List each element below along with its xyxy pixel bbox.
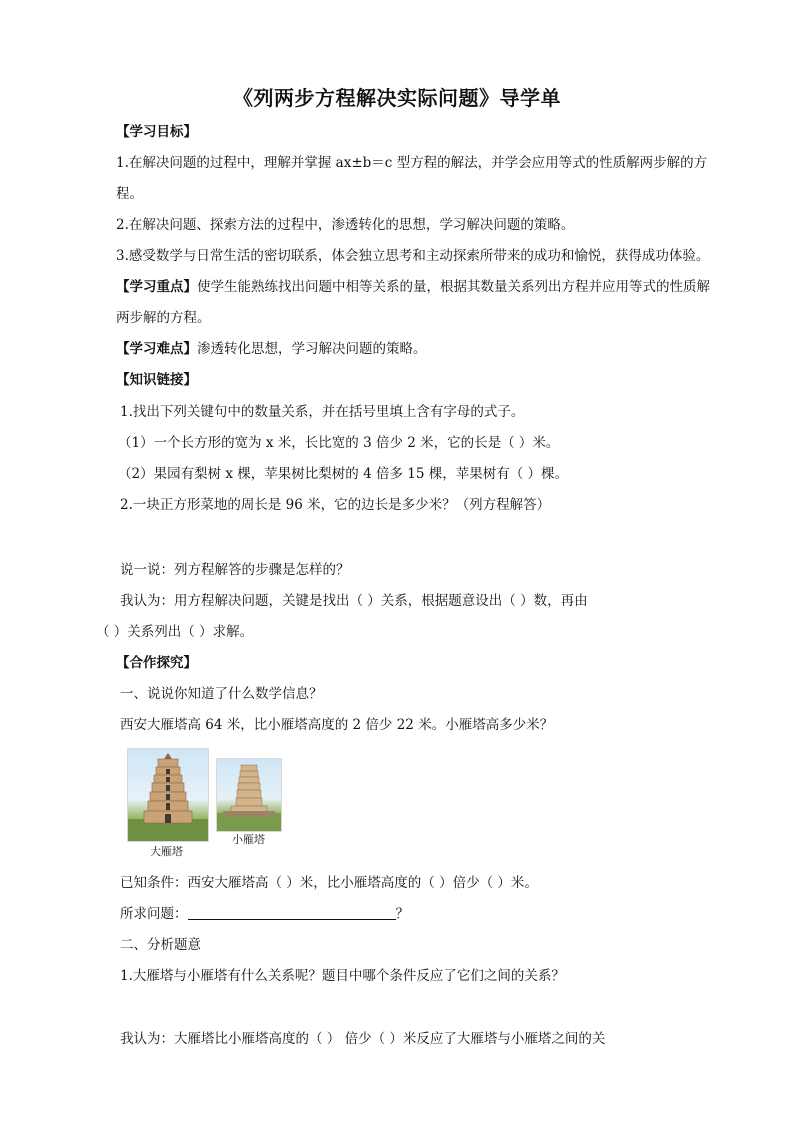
known-conditions: 已知条件：西安大雁塔高（ ）米，比小雁塔高度的（ ）倍少（ ）米。: [120, 875, 538, 891]
goal-1-line-a: 1.在解决问题的过程中，理解并掌握 ax±b＝c 型方程的解法，并学会应用等式的性质解两步解的方: [116, 155, 708, 171]
key-point-line-b: 两步解的方程。: [116, 310, 211, 326]
goal-3: 3.感受数学与日常生活的密切联系，体会独立思考和主动探索所带来的成功和愉悦，获得成功体验。: [116, 248, 710, 264]
talk-prompt: 说一说：列方程解答的步骤是怎样的？: [120, 562, 350, 578]
goal-2: 2.在解决问题、探索方法的过程中，渗透转化的思想，学习解决问题的策略。: [116, 217, 575, 233]
goal-1-line-b: 程。: [116, 186, 143, 202]
question-2: 二、分析题意: [120, 937, 201, 953]
key-point-text: 使学生能熟练找出问题中相等关系的量，根据其数量关系列出方程并应用等式的性质解: [197, 279, 710, 295]
link-item-1-2: （2）果园有梨树 x 棵，苹果树比梨树的 4 倍多 15 棵，苹果树有（ ）棵。: [118, 466, 569, 482]
big-wild-goose-pagoda-image: [127, 748, 209, 842]
question-1: 一、说说你知道了什么数学信息？: [120, 686, 323, 702]
cooperate-header: 【合作探究】: [116, 655, 197, 671]
question-2-1: 1.大雁塔与小雁塔有什么关系呢？题目中哪个条件反应了它们之间的关系？: [120, 968, 565, 984]
difficulty-text: 渗透转化思想，学习解决问题的策略。: [197, 341, 427, 357]
key-point-line-a: [116, 277, 716, 297]
think-line-b: （ ）关系列出（ ）求解。: [96, 624, 254, 640]
link-item-2: 2.一块正方形菜地的周长是 96 米，它的边长是多少米？（列方程解答）: [120, 497, 551, 513]
page-title: 《列两步方程解决实际问题》导学单: [233, 86, 561, 110]
goals-header: 【学习目标】: [116, 124, 197, 140]
small-pagoda-caption: 小雁塔: [232, 833, 265, 846]
question-asked-blank[interactable]: [188, 905, 396, 920]
knowledge-link-header: 【知识链接】: [116, 372, 197, 388]
link-item-1-1: （1）一个长方形的宽为 x 米，长比宽的 3 倍少 2 米，它的长是（ ）米。: [118, 435, 560, 451]
think-line-a: 我认为：用方程解决问题，关键是找出（ ）关系，根据题意设出（ ）数，再由: [120, 593, 588, 609]
difficulty-line: [116, 339, 716, 359]
question-2-answer: 我认为：大雁塔比小雁塔高度的（ ） 倍少（ ）米反应了大雁塔与小雁塔之间的关: [120, 1031, 606, 1047]
question-mark: ？: [395, 906, 409, 922]
difficulty-header: 【学习难点】: [116, 341, 197, 357]
question-1-text: 西安大雁塔高 64 米，比小雁塔高度的 2 倍少 22 米。小雁塔高多少米？: [120, 717, 554, 733]
question-asked-label: 所求问题：: [120, 906, 188, 922]
key-point-header: 【学习重点】: [116, 279, 197, 295]
small-wild-goose-pagoda-image: [216, 758, 282, 832]
link-item-1: 1.找出下列关键句中的数量关系，并在括号里填上含有字母的式子。: [120, 404, 525, 420]
question-asked-line: [120, 904, 720, 924]
big-pagoda-caption: 大雁塔: [150, 845, 183, 858]
